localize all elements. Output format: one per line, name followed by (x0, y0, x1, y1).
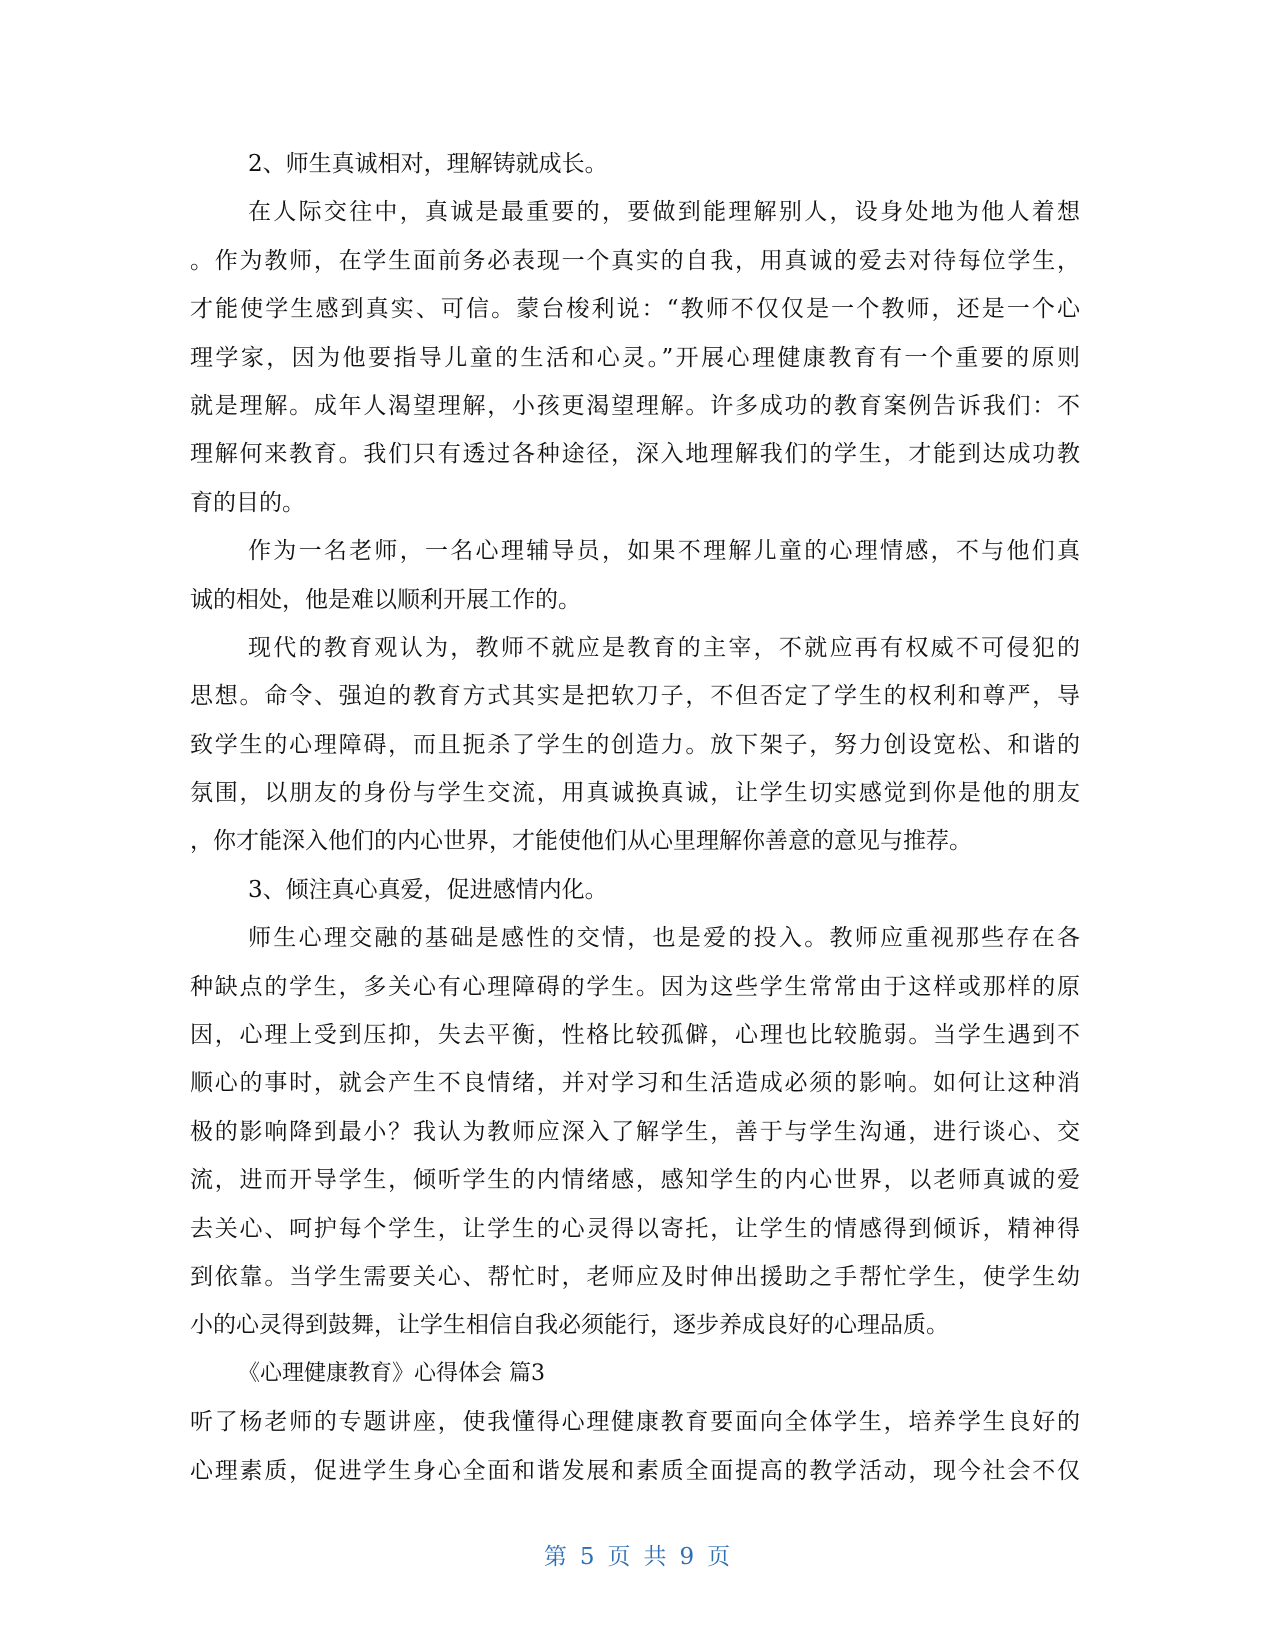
page-unit: 页 (607, 1544, 632, 1570)
paragraph-line: 到依靠。当学生需要关心、帮忙时，老师应及时伸出援助之手帮忙学生，使学生幼 (190, 1263, 1080, 1290)
document-body (190, 140, 1080, 1495)
paragraph-line: 种缺点的学生，多关心有心理障碍的学生。因为这些学生常常由于这样或那样的原 (190, 973, 1080, 1000)
paragraph-line: 育的目的。 (190, 489, 305, 516)
paragraph-line: 因，心理上受到压抑，失去平衡，性格比较孤僻，心理也比较脆弱。当学生遇到不 (190, 1022, 1080, 1049)
paragraph-line: ，你才能深入他们的内心世界，才能使他们从心里理解你善意的意见与推荐。 (190, 828, 972, 855)
section-heading-3: 3、倾注真心真爱，促进感情内化。 (248, 876, 608, 903)
paragraph-line: 小的心灵得到鼓舞，让学生相信自我必须能行，逐步养成良好的心理品质。 (190, 1312, 949, 1339)
paragraph-line: 就是理解。成年人渴望理解，小孩更渴望理解。许多成功的教育案例告诉我们：不 (190, 392, 1080, 419)
paragraph-line: 听了杨老师的专题讲座，使我懂得心理健康教育要面向全体学生，培养学生良好的 (190, 1409, 1080, 1436)
section-heading-2: 2、师生真诚相对，理解铸就成长。 (248, 151, 608, 177)
total-label: 共 (643, 1544, 668, 1570)
paragraph-line: 极的影响降到最小？我认为教师应深入了解学生，善于与学生沟通，进行谈心、交 (190, 1118, 1080, 1145)
paragraph-line: 流，进而开导学生，倾听学生的内情绪感，感知学生的内心世界，以老师真诚的爱 (190, 1167, 1080, 1194)
article-title: 《心理健康教育》心得体会 篇3 (238, 1360, 545, 1386)
page-number-footer (0, 1538, 1275, 1571)
paragraph-line: 理学家，因为他要指导儿童的生活和心灵。”开展心理健康教育有一个重要的原则 (190, 344, 1080, 371)
paragraph-line: 去关心、呵护每个学生，让学生的心灵得以寄托，让学生的情感得到倾诉，精神得 (190, 1215, 1080, 1242)
paragraph-line: 致学生的心理障碍，而且扼杀了学生的创造力。放下架子，努力创设宽松、和谐的 (190, 731, 1080, 758)
page-total: 9 (679, 1544, 696, 1570)
paragraph-line: 师生心理交融的基础是感性的交情，也是爱的投入。教师应重视那些存在各 (248, 925, 1080, 952)
paragraph-line: 理解何来教育。我们只有透过各种途径，深入地理解我们的学生，才能到达成功教 (190, 441, 1080, 468)
paragraph-line: 诚的相处，他是难以顺利开展工作的。 (190, 586, 581, 613)
paragraph-line: 思想。命令、强迫的教育方式其实是把软刀子，不但否定了学生的权利和尊严，导 (190, 683, 1080, 710)
total-unit: 页 (707, 1544, 732, 1570)
paragraph-line: 在人际交往中，真诚是最重要的，要做到能理解别人，设身处地为他人着想 (248, 199, 1080, 226)
paragraph-line: 心理素质，促进学生身心全面和谐发展和素质全面提高的教学活动，现今社会不仅 (190, 1457, 1080, 1484)
paragraph-line: 才能使学生感到真实、可信。蒙台梭利说：“教师不仅仅是一个教师，还是一个心 (190, 296, 1080, 323)
paragraph-line: 顺心的事时，就会产生不良情绪，并对学习和生活造成必须的影响。如何让这种消 (190, 1070, 1080, 1097)
paragraph-line: 现代的教育观认为，教师不就应是教育的主宰，不就应再有权威不可侵犯的 (248, 634, 1080, 661)
paragraph-line: 。作为教师，在学生面前务必表现一个真实的自我，用真诚的爱去对待每位学生， (190, 247, 1080, 274)
paragraph-line: 氛围，以朋友的身份与学生交流，用真诚换真诚，让学生切实感觉到你是他的朋友 (190, 780, 1080, 807)
page-current: 5 (579, 1544, 596, 1570)
page-label: 第 (543, 1544, 568, 1570)
paragraph-line: 作为一名老师，一名心理辅导员，如果不理解儿童的心理情感，不与他们真 (248, 538, 1080, 565)
